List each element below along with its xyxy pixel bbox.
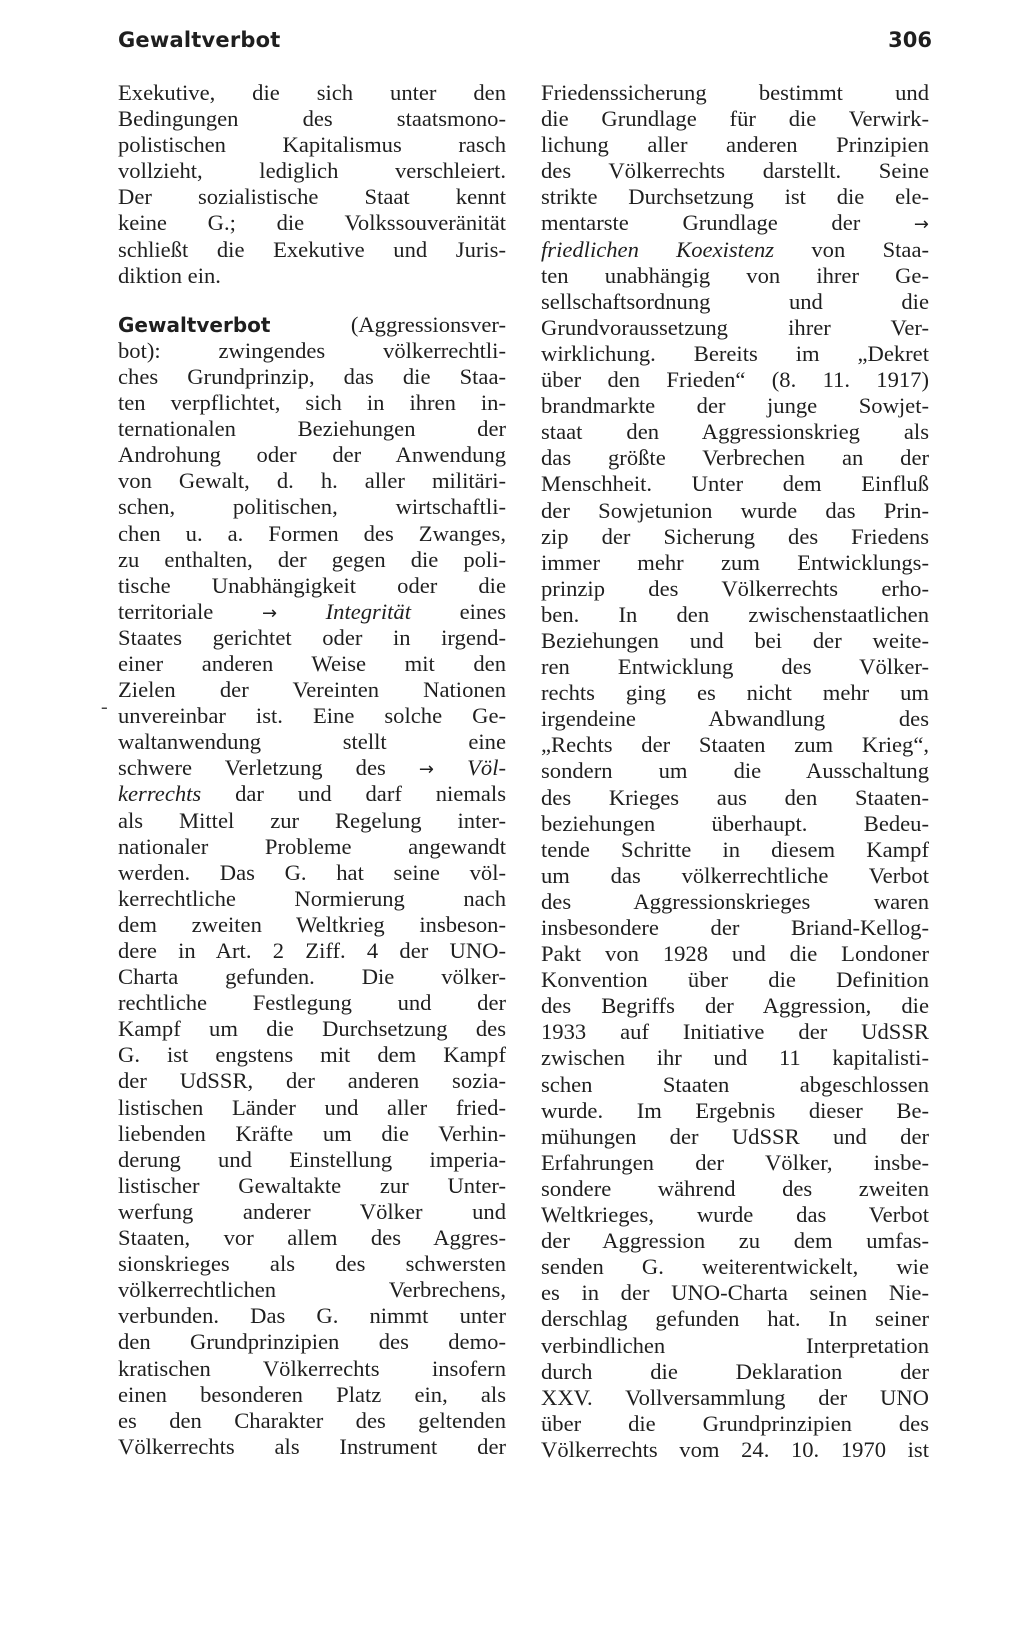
ref-pre-text: schwere Verletzung des [118,755,419,781]
text-line: über den Frieden“ (8. 11. 1917) [541,367,929,393]
arrow-icon: → [261,602,278,624]
text-line: werden. Das G. hat seine völ- [118,859,506,885]
text-line: schen, politischen, wirtschaftli- [118,494,506,520]
text-line: der Aggression zu dem umfas- [541,1228,929,1254]
text-line: „Rechts der Staaten zum Krieg“, [541,732,929,758]
text-line: einer anderen Weise mit den [118,650,506,676]
text-line: mühungen der UdSSR und der [541,1123,929,1149]
text-line: G. ist engstens mit dem Kampf [118,1042,506,1068]
text-line: die Grundlage für die Verwirk- [541,106,929,132]
text-line: Zielen der Vereinten Nationen [118,677,506,703]
arrow-icon: → [418,759,434,781]
text-line: ten unabhängig von ihrer Ge- [541,262,929,288]
text-line: kratischen Völkerrechts insofern [118,1355,506,1381]
text-line: Erfahrungen der Völker, insbe- [541,1149,929,1175]
text-line: dem zweiten Weltkrieg insbeson- [118,911,506,937]
text-line: den Grundprinzipien des demo- [118,1329,506,1355]
text-line: völkerrechtlichen Verbrechens, [118,1277,506,1303]
text-line: Pakt von 1928 und die Londoner [541,941,929,967]
reference-line-koexistenz-cont [541,237,929,263]
right-text-b [541,263,929,1463]
text-line: Grundvoraussetzung ihrer Ver- [541,314,929,340]
text-line: über die Grundprinzipien des [541,1410,929,1436]
text-line: XXV. Vollversammlung der UNO [541,1384,929,1410]
text-line: wirklichung. Bereits im „Dekret [541,340,929,366]
text-line: von Gewalt, d. h. aller militäri- [118,468,506,494]
text-line: Friedenssicherung bestimmt und [541,80,929,105]
text-line: als Mittel zur Regelung inter- [118,807,506,833]
text-line: Völkerrechts als Instrument der [118,1433,506,1459]
text-line: immer mehr zum Entwicklungs- [541,549,929,575]
text-line: sellschaftsordnung und die [541,288,929,314]
text-line: beziehungen überhaupt. Bedeu- [541,810,929,836]
text-line: Bedingungen des staatsmono- [118,106,506,132]
text-line: Beziehungen und bei der weite- [541,627,929,653]
text-line: polistischen Kapitalismus rasch [118,132,506,158]
margin-mark: - [101,696,108,718]
text-line: schließt die Exekutive und Juris- [118,236,506,262]
cross-reference-voelkerrecht[interactable]: Völ- [467,755,506,781]
text-line: sionskrieges als des schwersten [118,1251,506,1277]
text-line: derschlag gefunden hat. In seiner [541,1306,929,1332]
text-line: ben. In den zwischenstaatlichen [541,601,929,627]
text-line: chen u. a. Formen des Zwanges, [118,520,506,546]
text-line: des Aggressionskrieges waren [541,888,929,914]
reference-line-voelkerrecht-cont [118,781,506,807]
text-line: vollzieht, lediglich verschleiert. [118,158,506,184]
entry-text-a [118,338,506,599]
text-line: zu enthalten, der gegen die poli- [118,546,506,572]
continuation-paragraph [118,80,506,289]
text-line: keine G.; die Volkssouveränität [118,210,506,236]
text-line: diktion ein. [118,262,221,288]
reference-line-integritaet [118,599,506,625]
text-line: schen Staaten abgeschlossen [541,1071,929,1097]
right-text-a [541,80,929,210]
text-line: Weltkrieges, wurde das Verbot [541,1202,929,1228]
text-line: Kampf um die Durchsetzung des [118,1016,506,1042]
text-line: ren Entwicklung des Völker- [541,654,929,680]
text-line: Charta gefunden. Die völker- [118,964,506,990]
text-line: verbunden. Das G. nimmt unter [118,1303,506,1329]
text-line: zwischen ihr und 11 kapitalisti- [541,1045,929,1071]
text-line: verbindlichen Interpretation [541,1332,929,1358]
text-line: Androhung oder der Anwendung [118,442,506,468]
text-line: Staates gerichtet oder in irgend- [118,624,506,650]
text-line: der Sowjetunion wurde das Prin- [541,497,929,523]
text-line: sondern um die Ausschaltung [541,758,929,784]
text-line: das größte Verbrechen an der [541,445,929,471]
text-line: ches Grundprinzip, das die Staa- [118,363,506,389]
text-line: Der sozialistische Staat kennt [118,184,506,210]
text-line: 1933 auf Initiative der UdSSR [541,1019,929,1045]
text-line: strikte Durchsetzung ist die ele- [541,184,929,210]
text-line: ternationalen Beziehungen der [118,416,506,442]
text-line: Menschheit. Unter dem Einfluß [541,471,929,497]
ref-post-text: dar und darf niemals [201,781,506,807]
text-line: waltanwendung stellt eine [118,729,506,755]
text-line: listischer Gewaltakte zur Unter- [118,1172,506,1198]
reference-line-koexistenz [541,210,929,236]
text-line: insbesondere der Briand-Kellog- [541,915,929,940]
entry-text-b [118,625,506,755]
text-line: wurde. Im Ergebnis dieser Be- [541,1097,929,1123]
text-line: durch die Deklaration der [541,1358,929,1384]
text-line: des Begriffs der Aggression, die [541,993,929,1019]
text-line: kerrechtliche Normierung nach [118,885,506,911]
ref-pre-text: mentarste Grundlage der [541,210,914,236]
ref-pre-text: territoriale [118,598,262,624]
text-line: derung und Einstellung imperia- [118,1146,506,1172]
text-line: tische Unabhängigkeit oder die [118,572,506,598]
text-line: rechts ging es nicht mehr um [541,680,929,706]
text-line: Völkerrechts vom 24. 10. 1970 ist [541,1436,929,1462]
cross-reference-voelkerrecht-cont[interactable]: kerrechts [118,781,202,807]
text-line: der UdSSR, der anderen sozia- [118,1068,506,1094]
text-line: es den Charakter des geltenden [118,1407,506,1433]
text-line: Konvention über die Definition [541,967,929,993]
cross-reference-koexistenz[interactable]: friedlichen Koexistenz [541,236,775,262]
text-line: nationaler Probleme angewandt [118,833,506,859]
text-line: rechtliche Festlegung und der [118,990,506,1016]
reference-line-voelkerrecht [118,755,506,781]
text-line: senden G. weiterentwickelt, wie [541,1254,929,1280]
arrow-icon: → [913,214,929,236]
text-line: sondere während des zweiten [541,1175,929,1201]
text-line: werfung anderer Völker und [118,1198,506,1224]
right-column [541,80,929,1463]
text-line: um das völkerrechtliche Verbot [541,862,929,888]
text-line: liebenden Kräfte um die Verhin- [118,1120,506,1146]
text-line: dere in Art. 2 Ziff. 4 der UNO- [118,938,506,963]
running-head: Gewaltverbot [118,28,281,52]
text-line: einen besonderen Platz ein, als [118,1381,506,1407]
text-line: Staaten, vor allem des Aggres- [118,1225,506,1251]
text-line: zip der Sicherung des Friedens [541,523,929,549]
entry-head: Gewaltverbot [118,312,271,337]
text-line: bot): zwingendes völkerrechtli- [118,337,506,363]
page-number: 306 [888,28,932,52]
text-line: es in der UNO-Charta seinen Nie- [541,1280,929,1306]
ref-post-text: von Staa- [774,236,929,262]
text-line: staat den Aggressionskrieg als [541,419,929,445]
text-line: listischen Länder und aller fried- [118,1094,506,1120]
entry-text-c [118,808,506,1460]
text-line: des Völkerrechts darstellt. Seine [541,158,929,184]
cross-reference-integritaet[interactable]: Integrität [325,598,411,624]
text-line: lichung aller anderen Prinzipien [541,132,929,158]
left-column [118,80,506,1460]
text-line: irgendeine Abwandlung des [541,706,929,732]
entry-head-rest: (Aggressionsver- [350,311,506,337]
text-line: tende Schritte in diesem Kampf [541,836,929,862]
text-line: brandmarkte der junge Sowjet- [541,393,929,419]
ref-post-text: eines [410,598,506,624]
entry-first-line [118,312,506,338]
text-line: Exekutive, die sich unter den [118,80,506,105]
text-line: unvereinbar ist. Eine solche Ge- [118,703,506,729]
text-line: ten verpflichtet, sich in ihren in- [118,390,506,416]
text-line: prinzip des Völkerrechts erho- [541,575,929,601]
text-line: des Krieges aus den Staaten- [541,784,929,810]
